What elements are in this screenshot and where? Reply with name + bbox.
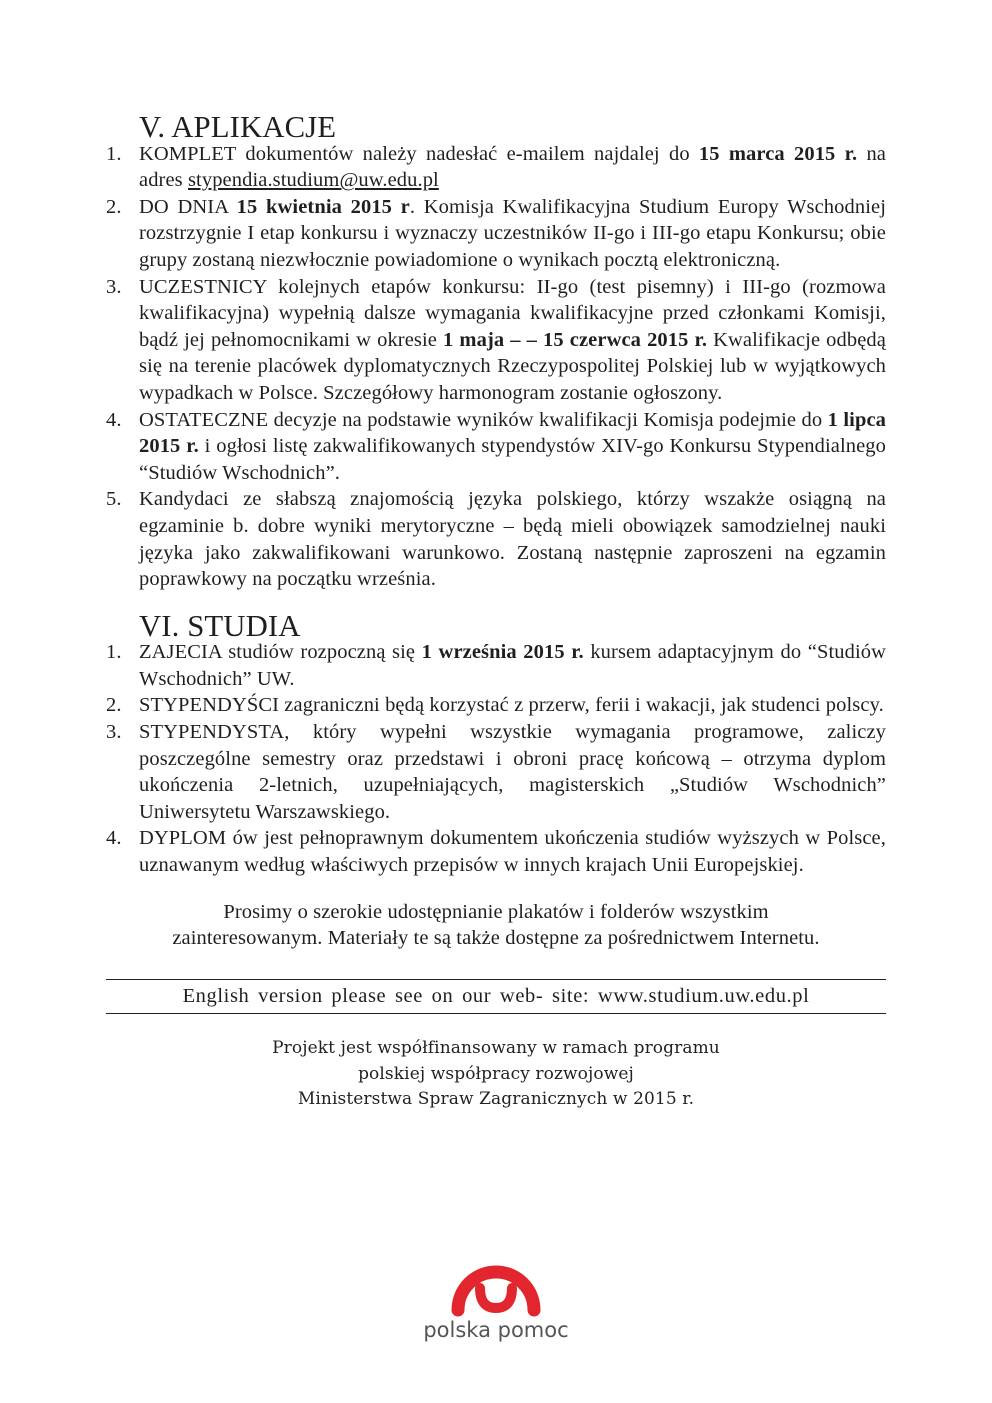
- list-number: 4.: [106, 408, 122, 431]
- polska-pomoc-logo: [420, 1240, 572, 1360]
- item-text: Kandydaci ze słabszą znajomością języka polskiego, którzy wszakże osiągną na egzaminie b. dobre wyniki merytoryczne – będą mieli obowiązek samodzielnej nauki języka jako zakwalifikowani warunkowo. Zostaną następnie zaproszeni na egzamin poprawkowy na początku września.: [139, 488, 886, 591]
- list-number: 5.: [106, 488, 122, 511]
- section-heading-aplikacje: V. APLIKACJE: [139, 110, 337, 144]
- list-number: 3.: [106, 275, 122, 298]
- item-text: STYPENDYŚCI zagraniczni będą korzystać z przerw, ferii i wakacji, jak studenci polscy.: [139, 694, 884, 717]
- funding-line-3: Ministerstwa Spraw Zagranicznych w 2015 r.: [297, 1089, 695, 1110]
- aplikacje-item: [106, 486, 886, 592]
- list-number: 4.: [106, 827, 122, 850]
- aplikacje-item: [106, 407, 886, 487]
- aplikacje-list: [106, 141, 886, 593]
- studia-item: [106, 719, 886, 825]
- funding-note: [106, 1036, 886, 1113]
- aplikacje-item: [106, 274, 886, 407]
- bold-date: 1 września 2015 r.: [421, 641, 584, 664]
- document-page: [106, 110, 887, 1113]
- list-number: 2.: [106, 694, 122, 717]
- studia-item: [106, 692, 886, 719]
- closing-line-2: zainteresowanym. Materiały te są także dostępne za pośrednictwem Internetu.: [172, 927, 820, 950]
- item-text: . Komisja Kwalifikacyjna Studium Europy Wschodniej rozstrzygnie I etap konkursu i wyznaczy uczestników II-go i III-go etapu Konkursu; obie grupy zostaną niezwłocznie powiadomione o wynikach pocztą elektroniczną.: [139, 195, 887, 271]
- studia-item: [106, 825, 886, 878]
- studia-list: [106, 639, 886, 878]
- item-text: kursem adaptacyjnym do “Studiów Wschodnich” UW.: [139, 641, 886, 690]
- bold-date: 15 kwietnia 2015 r: [236, 195, 410, 218]
- list-number: 1.: [106, 641, 122, 664]
- aplikacje-item: [106, 141, 886, 194]
- logo-text: polska pomoc: [423, 1318, 569, 1342]
- list-number: 2.: [106, 195, 122, 218]
- item-text: ZAJECIA studiów rozpoczną się: [139, 641, 422, 664]
- section-heading-studia: VI. STUDIA: [139, 608, 301, 643]
- divider-bottom: [106, 1013, 886, 1014]
- item-text: DYPLOM ów jest pełnoprawnym dokumentem ukończenia studiów wyższych w Polsce, uznawanym według właściwych przepisów w innych krajach Unii Europejskiej.: [139, 827, 886, 877]
- polska-pomoc-smile-icon: [420, 1240, 572, 1320]
- item-text: KOMPLET dokumentów należy nadesłać e-mailem najdalej do: [139, 142, 699, 165]
- list-number: 1.: [106, 142, 122, 165]
- bold-date: 15 marca 2015 r.: [698, 142, 858, 165]
- item-text: UCZESTNICY kolejnych etapów konkursu: II-go (test pisemny) i III-go (rozmowa kwalifikacyjna) wypełnią dalsze wymagania kwalifikacyjne przed członkami Komisji, bądź jej pełnomocnikami w okresie: [139, 275, 886, 351]
- bold-date: 1 lipca 2015 r.: [139, 408, 886, 458]
- closing-note: [106, 899, 886, 952]
- item-text: STYPENDYSTA, który wypełni wszystkie wymagania programowe, zaliczy poszczególne semestry oraz przedstawi i obroni pracę końcową – otrzyma dyplom ukończenia 2-letnich, uzupełniających, magisterskich „Studiów Wschodnich” Uniwersytetu Warszawskiego.: [139, 721, 886, 823]
- item-text: na adres: [139, 142, 886, 192]
- item-text: OSTATECZNE decyzje na podstawie wyników kwalifikacji Komisja podejmie do: [139, 408, 828, 431]
- closing-line-1: Prosimy o szerokie udostępnianie plakatów i folderów wszystkim: [223, 900, 769, 923]
- email-link[interactable]: stypendia.studium@uw.edu.pl: [187, 169, 439, 192]
- english-version-note: English version please see on our web- site: www.studium.uw.edu.pl: [182, 984, 810, 1007]
- item-text: Kwalifikacje odbędą się na terenie placówek dyplomatycznych Rzeczypospolitej Polskiej lub w wyjątkowych wypadkach w Polsce. Szczegółowy harmonogram zostanie ogłoszony.: [139, 328, 886, 404]
- studia-item: [106, 639, 886, 692]
- aplikacje-item: [106, 194, 886, 274]
- bold-date: 1 maja – – 15 czerwca 2015 r.: [443, 328, 708, 351]
- funding-line-2: polskiej współpracy rozwojowej: [358, 1063, 634, 1084]
- funding-line-1: Projekt jest współfinansowany w ramach programu: [272, 1038, 720, 1059]
- item-text: DO DNIA: [139, 195, 237, 218]
- list-number: 3.: [106, 721, 122, 744]
- item-text: i ogłosi listę zakwalifikowanych stypendystów XIV-go Konkursu Stypendialnego “Studiów Wschodnich”.: [139, 435, 887, 484]
